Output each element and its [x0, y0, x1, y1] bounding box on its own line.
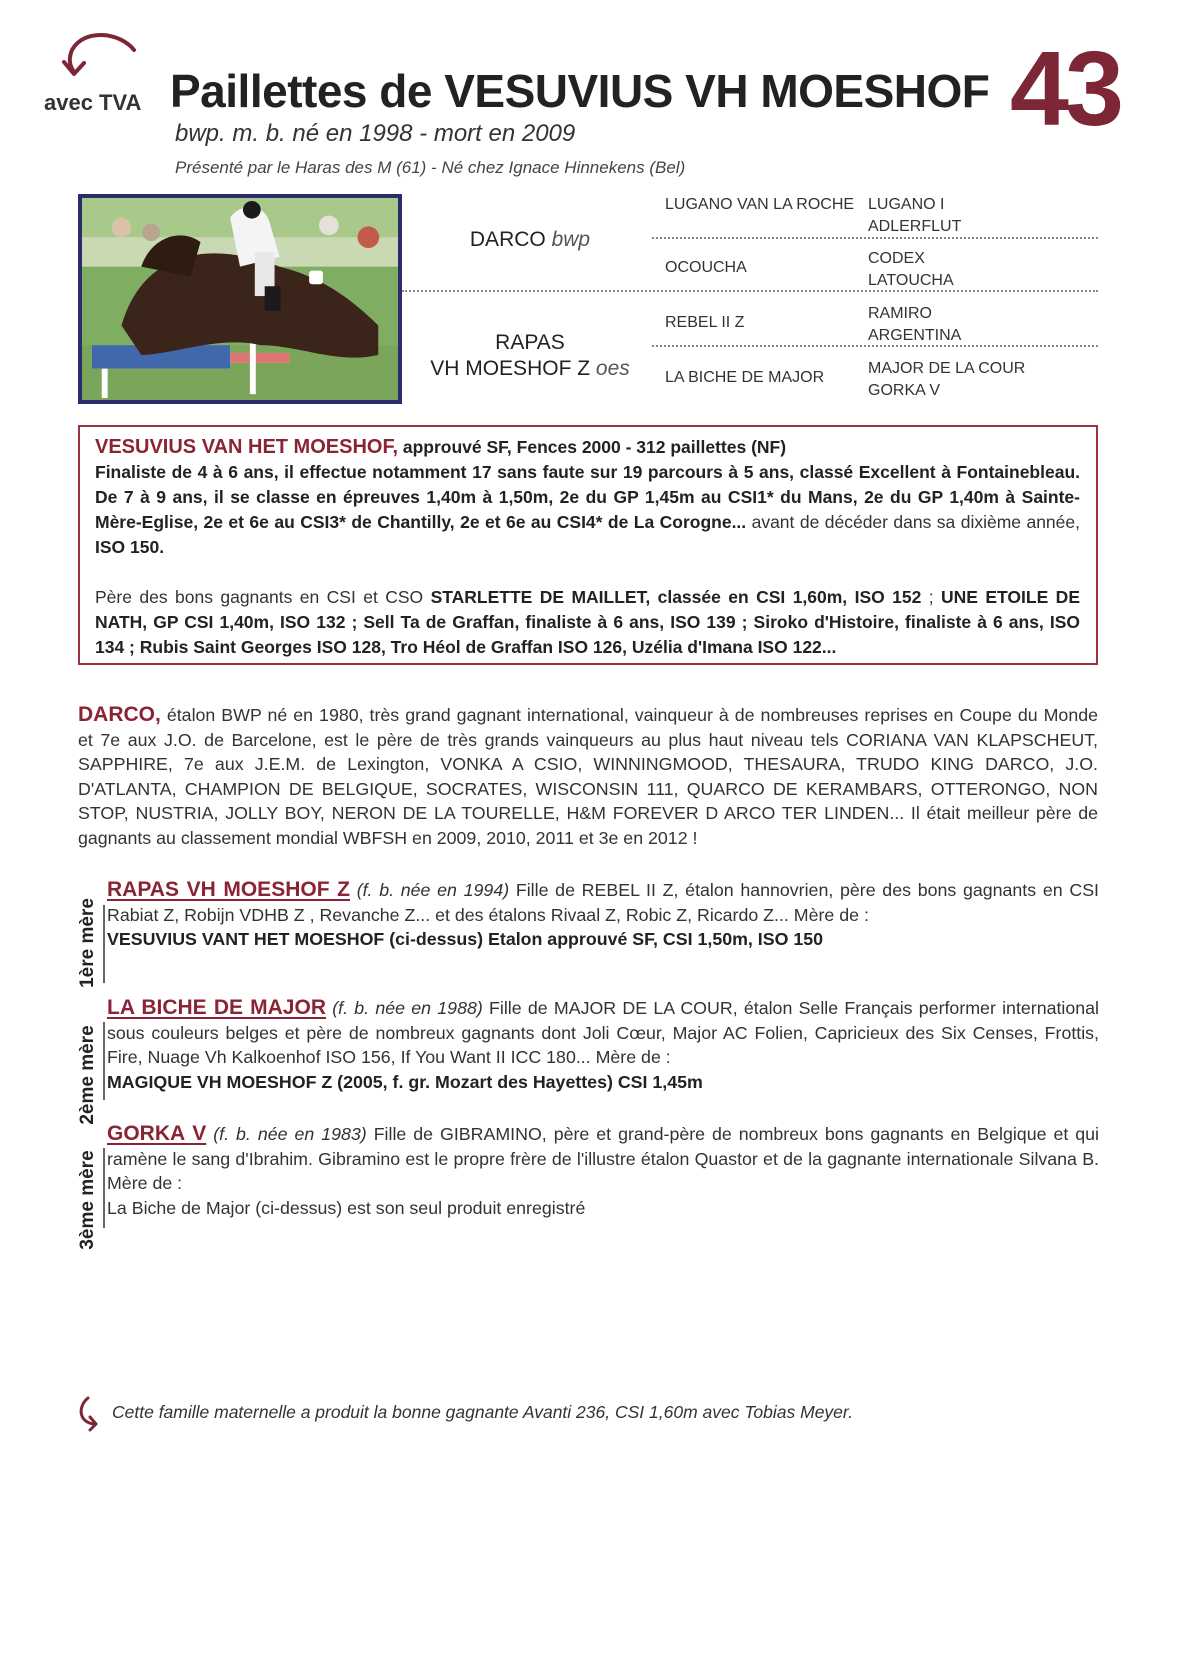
- dam-line-2: [107, 996, 1099, 1094]
- grandparent: LUGANO VAN LA ROCHE: [665, 196, 855, 213]
- dam-name: LA BICHE DE MAJOR: [107, 996, 326, 1019]
- stallion-offspring-text: [95, 585, 1080, 660]
- dam-line-3: [107, 1122, 1099, 1220]
- offspring-list: UNE ETOILE DE NATH, GP CSI 1,40m, ISO 132 ; Sell Ta de Graffan, finaliste à 6 ans, ISO 139 ; Siroko d'Histoire, finaliste à 6 ans, ISO 134 ; Rubis Saint Georges ISO 128, Tro Héol de Graffan ISO 126, Uzélia d'Imana ISO 122...: [95, 587, 1080, 657]
- dam-product: La Biche de Major (ci-dessus) est son seul produit enregistré: [107, 1197, 586, 1218]
- dam-line-1: [107, 878, 1099, 952]
- dam-text: Fille de MAJOR DE LA COUR, étalon Selle Français performer international sous couleurs belges et père de nombreux gagnants dont Joli Cœur, Major AC Folien, Capricieux des Six Censes, Frottis, Fire, Nuage Vh Kalkoenhof ISO 156, If You Want II ICC 180... Mère de :: [107, 998, 1099, 1068]
- dam-name-line1: RAPAS: [495, 331, 565, 354]
- dam-studbook: oes: [595, 357, 630, 381]
- maternal-family-note: Cette famille maternelle a produit la bonne gagnante Avanti 236, CSI 1,60m avec Tobias Meyer.: [112, 1402, 853, 1422]
- horse-jumping-photo: [78, 194, 402, 404]
- stallion-name: VESUVIUS VAN HET MOESHOF,: [95, 436, 399, 458]
- dam-product: MAGIQUE VH MOESHOF Z (2005, f. gr. Mozart des Hayettes) CSI 1,45m: [107, 1071, 703, 1092]
- pedigree-sire: [430, 228, 630, 252]
- dam-name: GORKA V: [107, 1122, 207, 1145]
- dam-info: (f. b. née en 1994): [349, 880, 510, 900]
- dam-line-label: 3ème mère: [77, 1150, 98, 1250]
- sire-studbook: bwp: [551, 228, 591, 251]
- great-grandparent: LUGANO I: [868, 196, 945, 213]
- vat-label: avec TVA: [44, 90, 142, 115]
- offspring-sep: ;: [921, 587, 942, 607]
- stallion-career-end: avant de décéder dans sa dixième année,: [746, 512, 1080, 532]
- stallion-iso: ISO 150.: [95, 537, 165, 557]
- dam-text: Fille de GIBRAMINO, père et grand-père de nombreux bons gagnants en Belgique et qui ramène le sang d'Ibrahim. Gibramino est le propre frère de l'illustre étalon Quastor et de la gagnante internationale Silvana B. Mère de :: [107, 1124, 1099, 1194]
- great-grandparent: GORKA V: [868, 382, 941, 399]
- curved-arrow-icon: [60, 30, 140, 82]
- pedigree-dam: [415, 330, 645, 383]
- stallion-approval: approuvé SF, Fences 2000 - 312 paillettes (NF): [398, 437, 787, 457]
- great-grandparent: MAJOR DE LA COUR: [868, 360, 1026, 377]
- dam-line-rule: [103, 1148, 105, 1228]
- offspring-intro: Père des bons gagnants en CSI et CSO: [95, 587, 431, 607]
- dam-line-rule: [103, 905, 105, 983]
- dam-line-label: 2ème mère: [77, 1025, 98, 1125]
- sire-description-name: DARCO,: [78, 703, 161, 726]
- stallion-career: Finaliste de 4 à 6 ans, il effectue notamment 17 sans faute sur 19 parcours à 5 ans, classé Excellent à Fontainebleau. De 7 à 9 ans, il se classe en épreuves 1,40m à 1,50m, 2e du GP 1,45m au CSI1* du Mans, 2e du GP 1,40m à Sainte-Mère-Eglise, 2e et 6e au CSI3* de Chantilly, 2e et 6e au CSI4* de La Corogne...: [95, 462, 1080, 532]
- dam-name: RAPAS VH MOESHOF Z: [107, 878, 350, 901]
- sire-description: [78, 703, 1098, 851]
- great-grandparent: ARGENTINA: [868, 327, 962, 344]
- grandparent: LA BICHE DE MAJOR: [665, 369, 825, 386]
- dam-product: VESUVIUS VANT HET MOESHOF (ci-dessus) Etalon approuvé SF, CSI 1,50m, ISO 150: [107, 929, 824, 950]
- dam-name-line2: VH MOESHOF Z: [430, 357, 591, 381]
- dam-info: (f. b. née en 1988): [325, 998, 483, 1018]
- turn-arrow-icon: [76, 1396, 106, 1432]
- dam-text: Fille de REBEL II Z, étalon hannovrien, père des bons gagnants en CSI Rabiat Z, Robijn VDHB Z , Revanche Z... et des étalons Rivaal Z, Robic Z, Ricardo Z... Mère de :: [107, 880, 1099, 925]
- presented-by: Présenté par le Haras des M (61) - Né chez Ignace Hinnekens (Bel): [175, 158, 686, 177]
- horse-subtitle: bwp. m. b. né en 1998 - mort en 2009: [175, 120, 576, 147]
- sire-description-text: étalon BWP né en 1980, très grand gagnant international, vainqueur à de nombreuses reprises en Coupe du Monde et 7e aux J.O. de Barcelone, est le père de très grands vainqueurs au plus haut niveau tels CORIANA VAN KLAPSCHEUT, SAPPHIRE, 7e aux J.E.M. de Lexington, VONKA A CSIO, WINNINGMOOD, THESAURA, TRUDO KING DARCO, J.O. D'ATLANTA, CHAMPION DE BELGIQUE, SOCRATES, WISCONSIN 111, QUARCO DE KERAMBARS, OTTERONGO, NON STOP, NUSTRIA, JOLLY BOY, NERON DE LA TOURELLE, H&M FOREVER D ARCO TER LINDEN... Il était meilleur père de gagnants au classement mondial WBFSH en 2009, 2010, 2011 et 3e en 2012 !: [78, 705, 1098, 848]
- great-grandparent: ADLERFLUT: [868, 218, 962, 235]
- dam-line-rule: [103, 1022, 105, 1100]
- great-grandparent: LATOUCHA: [868, 272, 954, 289]
- lot-number: 43: [1010, 30, 1120, 148]
- great-grandparent: CODEX: [868, 250, 925, 267]
- dam-info: (f. b. née en 1983): [206, 1124, 367, 1144]
- great-grandparent: RAMIRO: [868, 305, 932, 322]
- stallion-summary-text: [95, 435, 1080, 560]
- page-title: Paillettes de VESUVIUS VH MOESHOF: [170, 65, 990, 117]
- grandparent: OCOUCHA: [665, 259, 747, 276]
- grandparent: REBEL II Z: [665, 314, 745, 331]
- offspring-star: STARLETTE DE MAILLET, classée en CSI 1,60m, ISO 152: [430, 587, 922, 607]
- dam-line-label: 1ère mère: [77, 898, 98, 988]
- sire-name: DARCO: [469, 228, 546, 251]
